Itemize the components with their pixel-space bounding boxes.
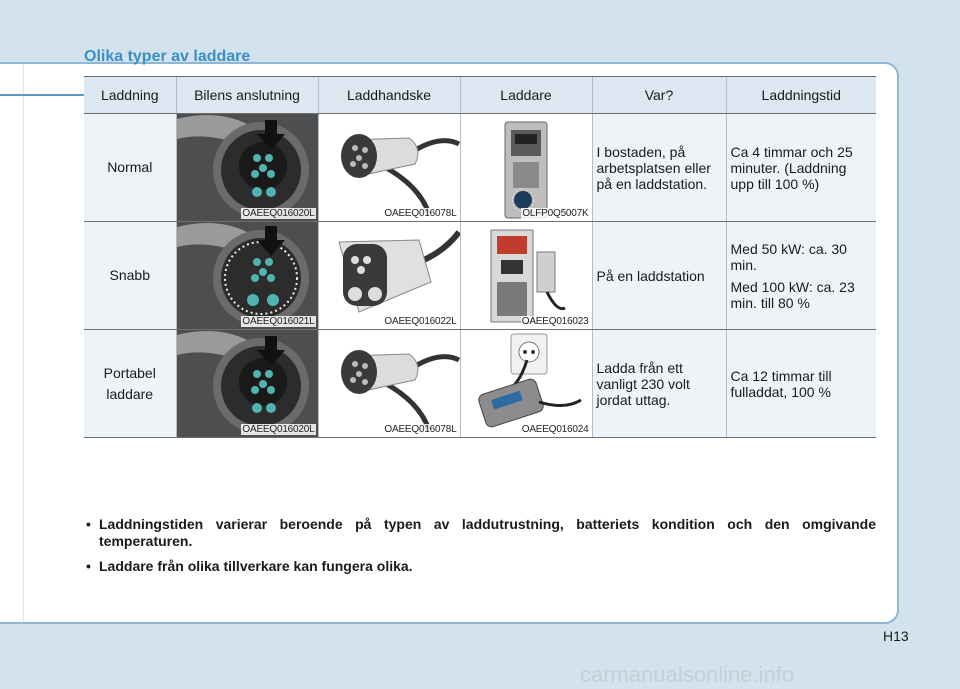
charging-type-cell [84, 114, 176, 222]
note-item: • Laddningstiden varierar beroende på typen av laddutrustning, batteriets kondition och den omgivande temperaturen. [84, 516, 876, 550]
car-connection-cell [176, 114, 318, 222]
charging-type-label: Normal [107, 159, 153, 175]
ac-charging-handle-image [319, 330, 460, 437]
image-code: OAEEQ016078L [384, 424, 457, 435]
charging-handle-cell [318, 222, 460, 330]
charging-time-cell [726, 114, 876, 222]
charging-time-text: Med 50 kW: ca. 30 min. [730, 240, 847, 273]
car-connection-cell [176, 222, 318, 330]
ac-charge-port-image [177, 330, 318, 437]
header-car-connection: Bilens anslutning [176, 77, 318, 114]
section-title: Olika typer av laddare [84, 48, 251, 65]
image-code: OAEEQ016078L [384, 208, 457, 219]
charging-time-text: Med 100 kW: ca. 23 min. till 80 % [730, 278, 855, 311]
note-item: • Laddare från olika tillverkare kan fungera olika. [84, 558, 876, 575]
charging-time-cell [726, 330, 876, 438]
charging-time-text: Ca 4 timmar och 25 minuter. (Laddning upp till 100 %) [730, 143, 853, 192]
notes-list [84, 516, 876, 583]
charging-time-text: Ca 12 timmar till fulladdat, 100 % [730, 367, 832, 400]
header-charging: Laddning [84, 77, 176, 114]
charging-type-cell [84, 330, 176, 438]
charging-type-label: Portabel [103, 364, 156, 381]
page-number: H13 [883, 628, 909, 644]
charging-handle-cell [318, 114, 460, 222]
header-charger: Laddare [460, 77, 592, 114]
where-cell [592, 114, 726, 222]
header-charging-handle: Laddhandske [318, 77, 460, 114]
where-cell [592, 330, 726, 438]
charger-cell [460, 222, 592, 330]
image-code: OAEEQ016021L [242, 316, 315, 327]
watermark-text: carmanualsonline.info [580, 662, 795, 687]
charging-time-cell [726, 222, 876, 330]
where-text: I bostaden, på arbetsplatsen eller på en laddstation. [596, 143, 711, 192]
ac-charge-port-image [177, 114, 318, 221]
charging-type-label: Snabb [109, 267, 150, 283]
charger-types-table [84, 76, 876, 438]
image-code: OAEEQ016024 [521, 424, 589, 435]
image-code: OAEEQ016023 [521, 316, 589, 327]
wallbox-charger-image [461, 114, 592, 221]
header-charging-time: Laddningstid [726, 77, 876, 114]
table-header-row [84, 77, 876, 114]
dc-charging-handle-image [319, 222, 460, 329]
where-cell [592, 222, 726, 330]
ac-charging-handle-image [319, 114, 460, 221]
charging-type-label: laddare [106, 385, 154, 402]
table-row-portable [84, 330, 876, 438]
header-where: Var? [592, 77, 726, 114]
image-code: OAEEQ016020L [242, 208, 315, 219]
dc-charge-port-image [177, 222, 318, 329]
charging-type-cell [84, 222, 176, 330]
image-code: OAEEQ016022L [384, 316, 457, 327]
car-connection-cell [176, 330, 318, 438]
table-row-fast [84, 222, 876, 330]
page-margin-line [23, 64, 24, 622]
charger-cell [460, 330, 592, 438]
portable-charger-image [461, 330, 592, 437]
image-code: OAEEQ016020L [242, 424, 315, 435]
dc-charging-station-image [461, 222, 592, 329]
charger-cell [460, 114, 592, 222]
table-row-normal [84, 114, 876, 222]
where-text: På en laddstation [596, 267, 705, 284]
charging-handle-cell [318, 330, 460, 438]
image-code: OLFP0Q5007K [522, 208, 589, 219]
where-text: Ladda från ett vanligt 230 volt jordat uttag. [596, 359, 690, 408]
